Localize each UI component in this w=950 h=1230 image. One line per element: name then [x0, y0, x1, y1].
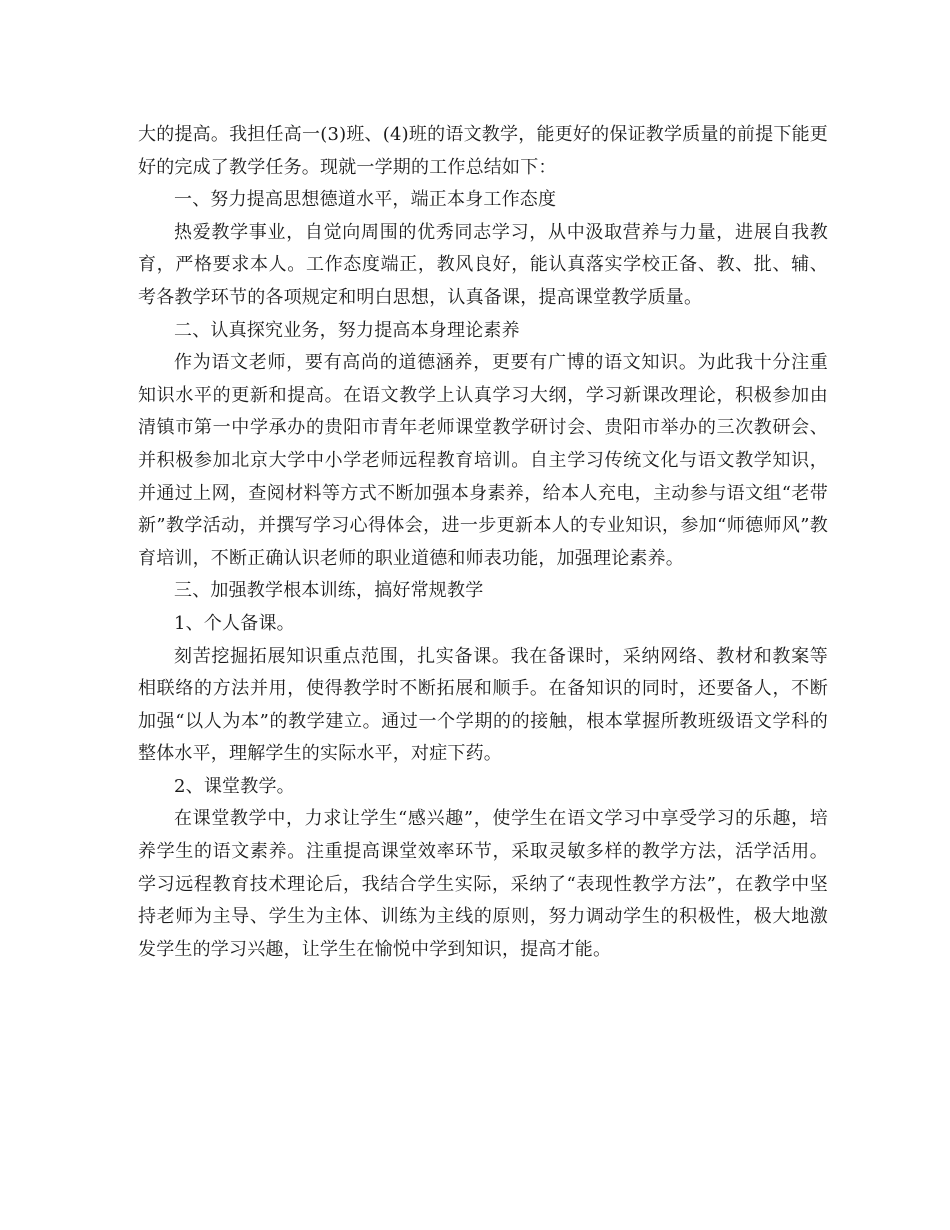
paragraph: 作为语文老师，要有高尚的道德涵养，更要有广博的语文知识。为此我十分注重知识水平的更新和提高。在语文教学上认真学习大纲，学习新课改理论，积极参加由清镇市第一中学承办的贵阳市青年老师课堂教学研讨会、贵阳市举办的三次教研会、并积极参加北京大学中小学老师远程教育培训。自主学习传统文化与语文教学知识，并通过上网，查阅材料等方式不断加强本身素养，给本人充电，主动参与语文组“老带新”教学活动，并撰写学习心得体会，进一步更新本人的专业知识，参加“师德师风”教育培训，不断正确认识老师的职业道德和师表功能，加强理论素养。 — [138, 352, 828, 569]
paragraph: 刻苦挖掘拓展知识重点范围，扎实备课。我在备课时，采纳网络、教材和教案等相联络的方法并用，使得教学时不断拓展和顺手。在备知识的同时，还要备人，不断加强“以人为本”的教学建立。通过一个学期的的接触，根本掌握所教班级语文学科的整体水平，理解学生的实际水平，对症下药。 — [138, 645, 828, 765]
paragraph: 热爱教学事业，自觉向周围的优秀同志学习，从中汲取营养与力量，进展自我教育，严格要求本人。工作态度端正，教风良好，能认真落实学校正备、教、批、辅、考各教学环节的各项规定和明白思想，认真备课，提高课堂教学质量。 — [138, 221, 828, 308]
section-heading-1: 一、努力提高思想德道水平，端正本身工作态度 — [174, 189, 557, 211]
section-heading-2: 二、认真探究业务，努力提高本身理论素养 — [174, 319, 520, 341]
paragraph: 在课堂教学中，力求让学生“感兴趣”，使学生在语文学习中享受学习的乐趣，培养学生的语文素养。注重提高课堂效率环节，采取灵敏多样的教学方法，活学活用。学习远程教育技术理论后，我结合学生实际，采纳了“表现性教学方法”，在教学中坚持老师为主导、学生为主体、训练为主线的原则，努力调动学生的积极性，极大地激发学生的学习兴趣，让学生在愉悦中学到知识，提高才能。 — [138, 808, 828, 960]
section-heading-3: 三、加强教学根本训练，搞好常规教学 — [174, 580, 484, 602]
subsection-heading-1: 1、个人备课。 — [174, 612, 295, 634]
paragraph-intro-continuation: 大的提高。我担任高一(3)班、(4)班的语文教学，能更好的保证教学质量的前提下能更好的完成了教学任务。现就一学期的工作总结如下： — [138, 124, 828, 178]
document-body — [138, 119, 828, 966]
subsection-heading-2: 2、课堂教学。 — [174, 775, 295, 797]
